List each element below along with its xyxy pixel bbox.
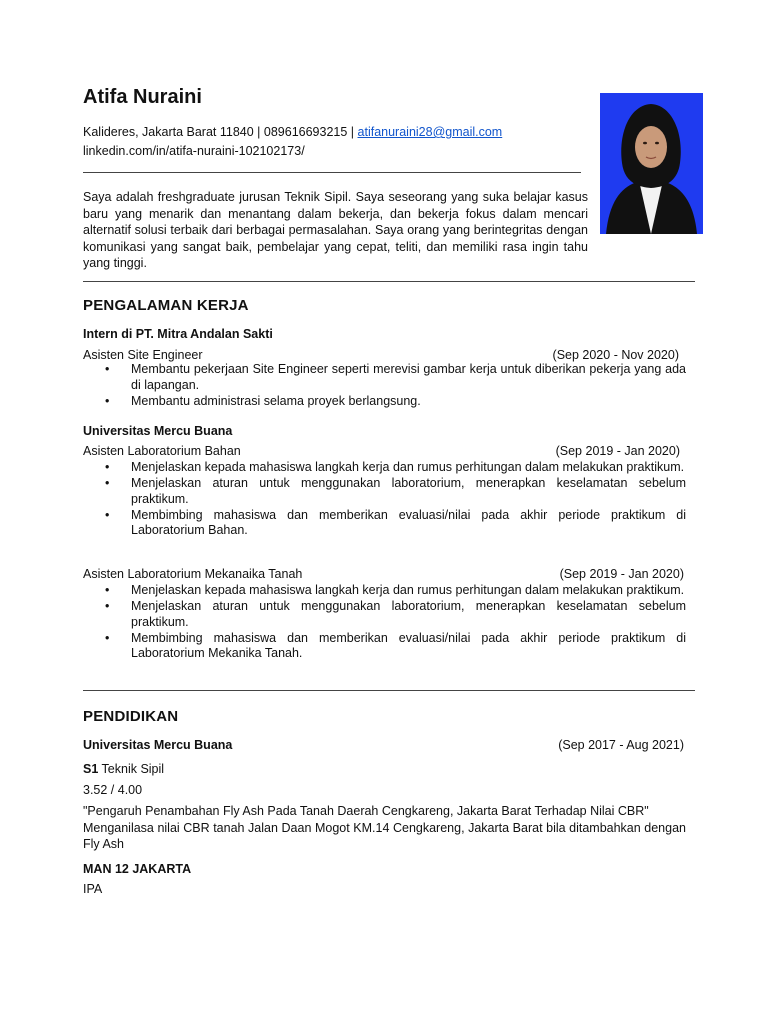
- profile-summary: Saya adalah freshgraduate jurusan Teknik Sipil. Saya seseorang yang suka belajar kasus baru yang menarik dan menantang dalam bekerja, dan bekerja fokus dalam mencari alternatif solusi terbaik dari berbagai permasalahan. Saya orang yang berintegritas dengan komunikasi yang sangat baik, pembelajar yang cepat, teliti, dan memiliki rasa ingin tahu yang tinggi.: [83, 190, 588, 270]
- school2-major: IPA: [83, 882, 103, 896]
- profile-photo-image: [600, 93, 703, 234]
- bullet-icon: •: [105, 460, 110, 474]
- list-item: • Menjelaskan aturan untuk menggunakan laboratorium, menerapkan keselamatan sebelum praktikum.: [105, 476, 686, 506]
- degree-line: [83, 762, 164, 776]
- job1-bullets: [83, 362, 686, 410]
- job1-company: Intern di PT. Mitra Andalan Sakti: [83, 327, 273, 341]
- bullet-icon: •: [105, 362, 110, 376]
- list-item: • Menjelaskan kepada mahasiswa langkah kerja dan rumus perhitungan dalam melakukan praktikum.: [105, 583, 685, 597]
- header-divider: [83, 172, 581, 173]
- experience-heading: PENGALAMAN KERJA: [83, 297, 249, 314]
- thesis-description: Menganilasa nilai CBR tanah Jalan Daan Mogot KM.14 Cengkareng, Jakarta Barat bila ditambahkan dengan Fly Ash: [83, 820, 686, 851]
- list-item: • Membantu administrasi selama proyek berlangsung.: [105, 393, 421, 408]
- school1-dates: (Sep 2017 - Aug 2021): [558, 738, 684, 752]
- bullet-icon: •: [105, 583, 110, 597]
- degree-level: S1: [83, 762, 99, 776]
- bullet-icon: •: [105, 630, 110, 645]
- bullet-icon: •: [105, 393, 110, 408]
- email-link[interactable]: atifanuraini28@gmail.com: [357, 125, 503, 139]
- list-item: • Membimbing mahasiswa dan memberikan evaluasi/nilai pada akhir periode praktikum di Laboratorium Mekanika Tanah.: [105, 630, 686, 660]
- thesis: [83, 803, 686, 853]
- job3-dates: (Sep 2019 - Jan 2020): [559, 567, 684, 581]
- school2-name: MAN 12 JAKARTA: [83, 862, 192, 876]
- bullet-icon: •: [105, 507, 110, 522]
- degree-major: Teknik Sipil: [98, 762, 165, 776]
- job2-dates: (Sep 2019 - Jan 2020): [555, 444, 680, 458]
- job2-role: Asisten Laboratorium Bahan: [83, 444, 241, 458]
- experience-divider: [83, 690, 695, 691]
- gpa: 3.52 / 4.00: [83, 783, 143, 797]
- thesis-title: "Pengaruh Penambahan Fly Ash Pada Tanah Daerah Cengkareng, Jakarta Barat Terhadap Nilai CBR": [83, 804, 649, 818]
- bullet-icon: •: [105, 476, 110, 490]
- job1-role: Asisten Site Engineer: [83, 348, 203, 362]
- profile-photo: [600, 93, 703, 234]
- summary-divider: [83, 281, 695, 282]
- list-item: • Menjelaskan kepada mahasiswa langkah kerja dan rumus perhitungan dalam melakukan praktikum.: [105, 460, 685, 474]
- job2-bullets: [83, 460, 686, 539]
- contact-text: Kalideres, Jakarta Barat 11840 | 089616693215 |: [83, 125, 358, 139]
- contact-line: [83, 125, 502, 139]
- candidate-name: Atifa Nuraini: [83, 86, 202, 108]
- job3-bullets: [83, 583, 686, 662]
- job1-dates: (Sep 2020 - Nov 2020): [552, 348, 679, 362]
- job2-company: Universitas Mercu Buana: [83, 424, 233, 438]
- list-item: • Membimbing mahasiswa dan memberikan evaluasi/nilai pada akhir periode praktikum di Laboratorium Bahan.: [105, 507, 686, 537]
- list-item: • Menjelaskan aturan untuk menggunakan laboratorium, menerapkan keselamatan sebelum praktikum.: [105, 599, 686, 629]
- education-heading: PENDIDIKAN: [83, 708, 179, 725]
- school1-name: Universitas Mercu Buana: [83, 738, 233, 752]
- job3-role: Asisten Laboratorium Mekanaika Tanah: [83, 567, 303, 581]
- linkedin-url[interactable]: linkedin.com/in/atifa-nuraini-102102173/: [83, 144, 305, 158]
- list-item: • Membantu pekerjaan Site Engineer seperti merevisi gambar kerja untuk diberikan pekerja yang ada di lapangan.: [105, 362, 686, 392]
- bullet-icon: •: [105, 599, 110, 613]
